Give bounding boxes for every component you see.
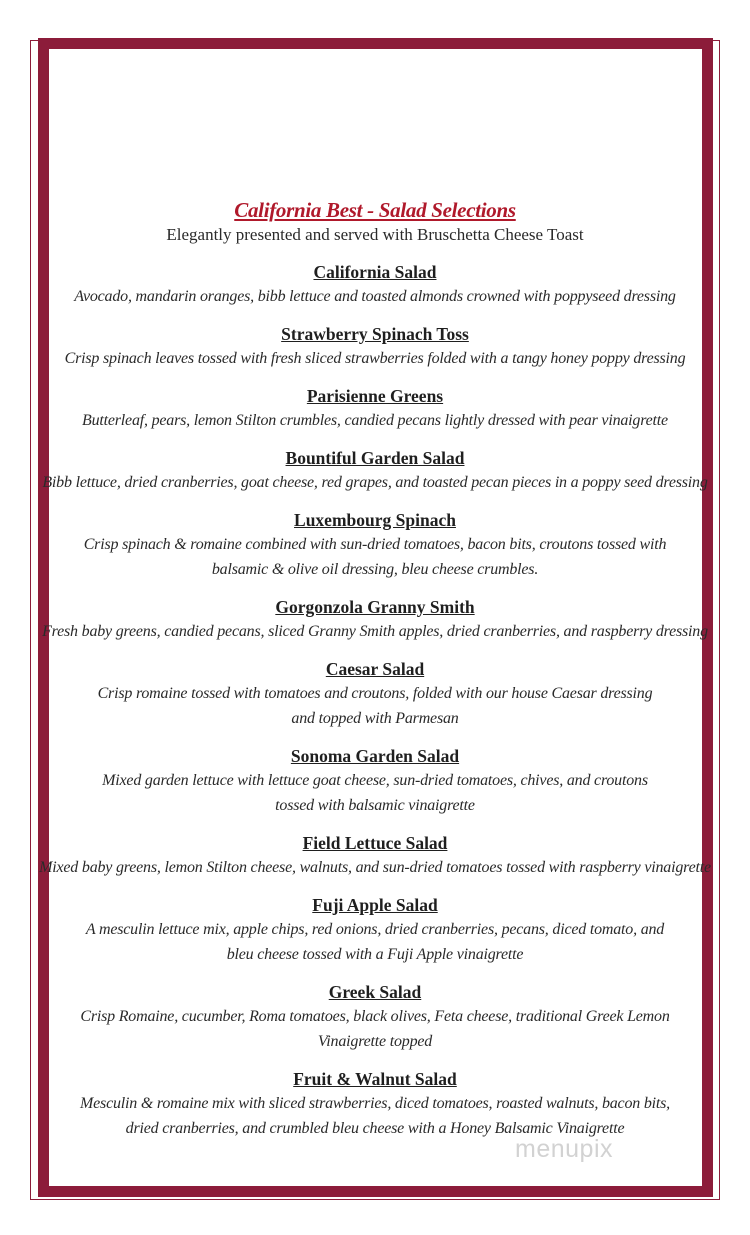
item-description: Butterleaf, pears, lemon Stilton crumbles, candied pecans lightly dressed with pear vinaigrette: [82, 412, 668, 429]
item-name: Strawberry Spinach Toss: [281, 324, 469, 344]
menu-item: [60, 893, 690, 967]
item-name: Sonoma Garden Salad: [290, 746, 460, 766]
item-description: Crisp spinach & romaine combined with sun-dried tomatoes, bacon bits, croutons tossed with balsamic & olive oil dressing, bleu cheese crumbles.: [83, 536, 667, 578]
item-description: Crisp spinach leaves tossed with fresh sliced strawberries folded with a tangy honey poppy dressing: [64, 350, 686, 367]
menu-item: [60, 322, 690, 371]
item-description: Crisp Romaine, cucumber, Roma tomatoes, black olives, Feta cheese, traditional Greek Lemon Vinaigrette topped: [80, 1008, 670, 1050]
item-name: Caesar Salad: [325, 659, 425, 679]
item-name: California Salad: [313, 262, 437, 282]
item-name: Parisienne Greens: [306, 386, 444, 406]
item-description: Fresh baby greens, candied pecans, sliced Granny Smith apples, dried cranberries, and raspberry dressing: [42, 623, 708, 640]
item-description: Avocado, mandarin oranges, bibb lettuce and toasted almonds crowned with poppyseed dressing: [74, 288, 676, 305]
item-name: Fruit & Walnut Salad: [293, 1069, 457, 1089]
menu-item: [60, 657, 690, 731]
watermark: menupix: [515, 1135, 613, 1163]
item-description: Mixed garden lettuce with lettuce goat cheese, sun-dried tomatoes, chives, and croutons tossed with balsamic vinaigrette: [102, 772, 648, 814]
menu-subtitle: Elegantly presented and served with Bruschetta Cheese Toast: [166, 225, 584, 244]
item-description: Mixed baby greens, lemon Stilton cheese, walnuts, and sun-dried tomatoes tossed with raspberry vinaigrette: [39, 859, 711, 876]
menu-item: [42, 446, 708, 495]
item-description: Bibb lettuce, dried cranberries, goat cheese, red grapes, and toasted pecan pieces in a poppy seed dressing: [42, 474, 708, 491]
frame-top-border: [38, 38, 713, 49]
menu-item: [42, 595, 708, 644]
item-name: Bountiful Garden Salad: [285, 448, 465, 468]
menu-item: [60, 1067, 690, 1141]
item-name: Greek Salad: [328, 982, 422, 1002]
item-description: Crisp romaine tossed with tomatoes and croutons, folded with our house Caesar dressing and topped with Parmesan: [97, 685, 653, 727]
item-description: A mesculin lettuce mix, apple chips, red onions, dried cranberries, pecans, diced tomato, and bleu cheese tossed with a Fuji Apple vinaigrette: [85, 921, 665, 963]
frame-bottom-border: [38, 1186, 713, 1197]
item-name: Field Lettuce Salad: [302, 833, 448, 853]
menu-title: California Best - Salad Selections: [234, 198, 516, 222]
menu-item: [60, 384, 690, 433]
menu-content: [39, 197, 711, 1154]
menu-item: [60, 980, 690, 1054]
menu-item: [60, 508, 690, 582]
menu-item: [60, 744, 690, 818]
menu-item: [60, 260, 690, 309]
frame-right-border: [702, 38, 713, 1197]
frame-left-border: [38, 38, 49, 1197]
menu-item: [39, 831, 711, 880]
item-name: Fuji Apple Salad: [312, 895, 438, 915]
item-description: Mesculin & romaine mix with sliced strawberries, diced tomatoes, roasted walnuts, bacon bits, dried cranberries, and crumbled bleu cheese with a Honey Balsamic Vinaigrette: [80, 1095, 670, 1137]
item-name: Luxembourg Spinach: [294, 510, 456, 530]
item-name: Gorgonzola Granny Smith: [275, 597, 475, 617]
